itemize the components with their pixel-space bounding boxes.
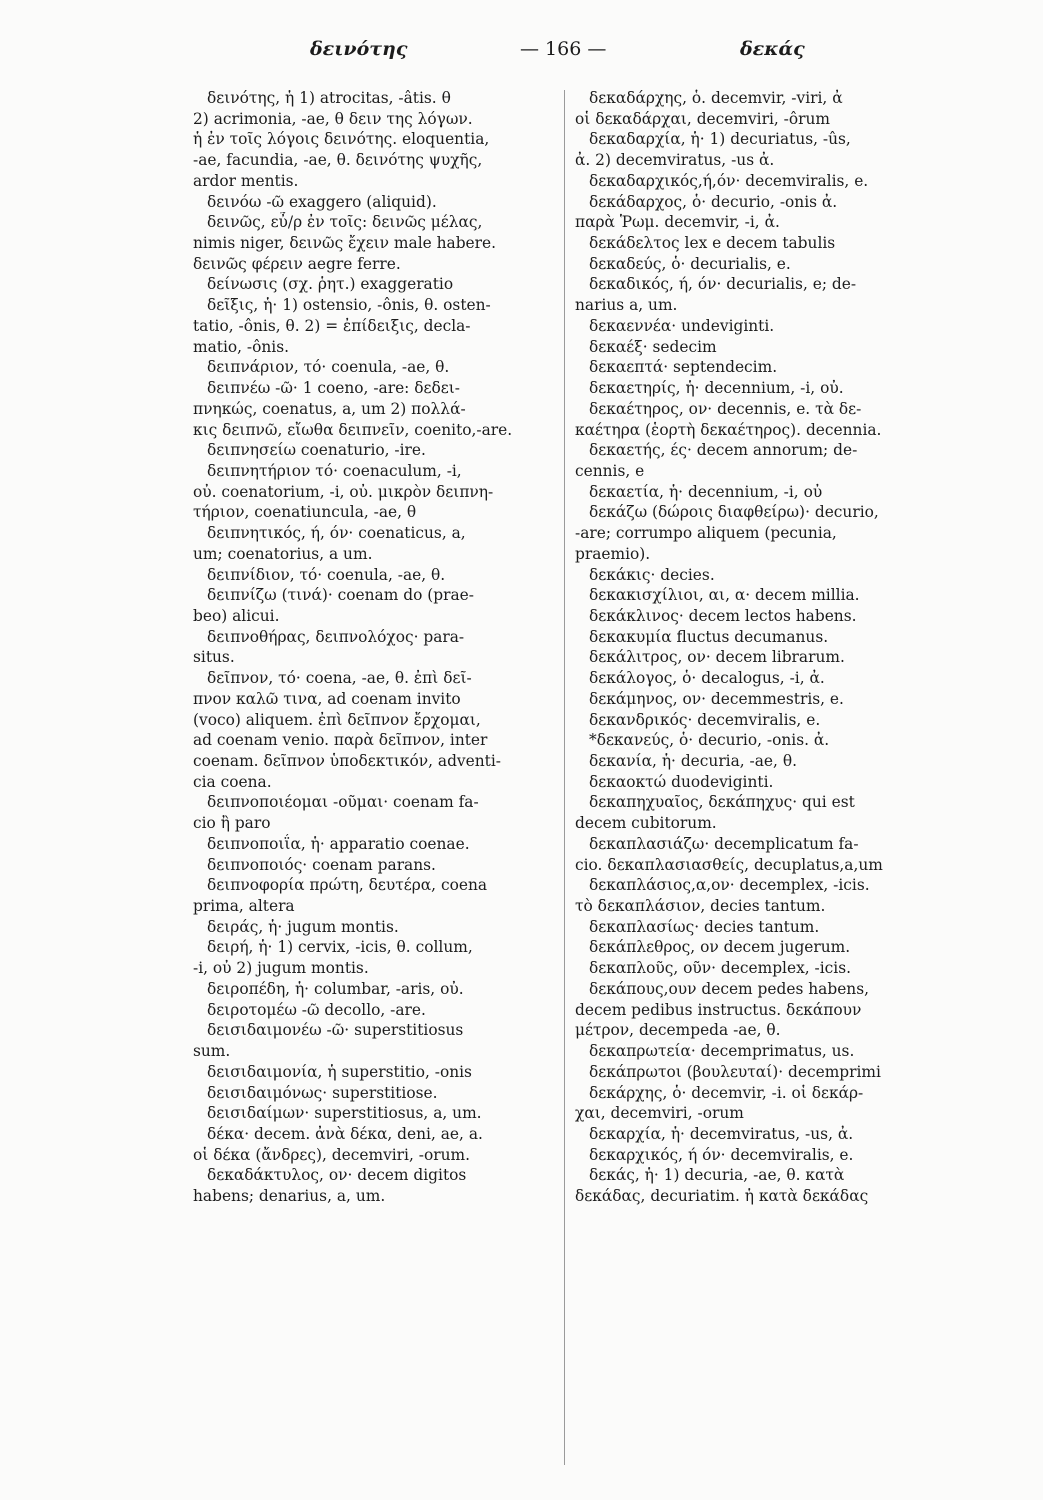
- dictionary-line: praemio).: [575, 544, 651, 563]
- dictionary-line: δεκαπλοῦς, οῦν· decemplex, -icis.: [589, 959, 851, 978]
- dictionary-line: δεκαπλάσιος,α,ον· decemplex, -icis.: [589, 876, 870, 895]
- dictionary-line: ἀ. 2) decemviratus, -us ἀ.: [575, 151, 775, 170]
- dictionary-line: δέκα· decem. ἀνὰ δέκα, deni, ae, a.: [207, 1124, 483, 1143]
- dictionary-line: χαι, decemviri, -orum: [575, 1104, 744, 1123]
- dictionary-line: οἱ δέκα (ἄνδρες), decemviri, -orum.: [193, 1145, 470, 1164]
- dictionary-line: δεισιδαιμόνως· superstitiose.: [207, 1083, 438, 1102]
- dictionary-line: tatio, -ônis, θ. 2) = ἐπίδειξις, declа-: [193, 316, 471, 335]
- dictionary-line: -ae, facundia, -ae, θ. δεινότης ψυχῆς,: [193, 151, 483, 170]
- dictionary-line: δειπνοφορία πρώτη, δευτέρα, coena: [207, 876, 488, 895]
- dictionary-line: δεκαεπτά· septendecim.: [589, 358, 778, 377]
- dictionary-line: δεκαπλασιάζω· decemplicatum fa-: [589, 834, 859, 853]
- dictionary-line: δειπνίδιον, τό· coenula, -ae, θ.: [207, 565, 446, 584]
- dictionary-line: δειροπέδη, ἡ· columbar, -aris, οὐ.: [207, 979, 464, 998]
- header-right-word: δεκάς: [740, 38, 805, 60]
- dictionary-line: cio ἢ paro: [193, 814, 271, 833]
- dictionary-line: δεκάζω (δώροις διαφθείρω)· decurio,: [589, 503, 879, 522]
- dictionary-line: δεκαετής, ές· decem annorum; de-: [589, 441, 858, 460]
- dictionary-line: um; coenatorius, a um.: [193, 544, 373, 563]
- dictionary-line: πνον καλῶ τινα, ad coenam invito: [193, 689, 461, 708]
- dictionary-line: κις δειπνῶ, εἴωθα δειπνεῖν, coenito,-are.: [193, 420, 513, 439]
- dictionary-line: δειροτομέω -ῶ decollo, -are.: [207, 1000, 426, 1019]
- dictionary-line: -i, οὐ 2) jugum montis.: [193, 959, 369, 978]
- dictionary-line: ἡ ἐν τοῖς λόγοις δεινότης. eloquentia,: [193, 130, 490, 149]
- dictionary-line: cennis, e: [575, 461, 645, 480]
- dictionary-line: μέτρον, decempeda -ae, θ.: [575, 1021, 781, 1040]
- dictionary-line: δεκαδαρχικός,ή,όν· decemviralis, e.: [589, 171, 869, 190]
- dictionary-line: δεκακισχίλιοι, αι, α· decem millia.: [589, 586, 860, 605]
- dictionary-line: δειπνοποιέομαι -οῦμαι· coenam fa-: [207, 793, 479, 812]
- dictionary-line: cia coena.: [193, 772, 272, 791]
- dictionary-line: δεκάλιτρος, ον· decem librarum.: [589, 648, 845, 667]
- dictionary-line: δεκαπλασίως· decies tantum.: [589, 917, 820, 936]
- dictionary-line: δεκαέτηρος, ον· decennis, e. τὰ δε-: [589, 399, 862, 418]
- dictionary-line: δεισιδαιμονία, ἡ superstitio, -onis: [207, 1062, 472, 1081]
- dictionary-line: δεκαετία, ἡ· decennium, -i, οὐ: [589, 482, 823, 501]
- dictionary-line: καέτηρα (ἑορτὴ δεκαέτηρος). decennia.: [575, 420, 882, 439]
- page-number: — 166 —: [520, 38, 607, 60]
- dictionary-line: δεκακυμία fluctus decumanus.: [589, 627, 829, 646]
- dictionary-line: δειπνοθήρας, δειπνολόχος· para-: [207, 627, 465, 646]
- dictionary-line: δείνωσις (σχ. ῥητ.) exaggeratio: [207, 275, 454, 294]
- dictionary-line: δειπνητικός, ή, όν· coenaticus, a,: [207, 524, 466, 543]
- dictionary-line: δεκάπλεθρος, ον decem jugerum.: [589, 938, 851, 957]
- dictionary-line: sum.: [193, 1042, 231, 1061]
- dictionary-line: δεκαδαρχία, ἡ· 1) decuriatus, -ûs,: [589, 130, 851, 149]
- right-column: [575, 88, 927, 1468]
- dictionary-line: δεινῶς, εὖ/ρ ἐν τοῖς: δεινῶς μέλας,: [207, 213, 483, 232]
- dictionary-line: δειπνίζω (τινά)· coenam do (prae-: [207, 586, 474, 605]
- dictionary-line: ad coenam venio. παρὰ δεῖπνον, inter: [193, 731, 488, 750]
- dictionary-line: δεισιδαιμονέω -ῶ· superstitiosus: [207, 1021, 464, 1040]
- dictionary-line: nimis niger, δεινῶς ἔχειν male habere.: [193, 234, 497, 253]
- dictionary-line: δειπνέω -ῶ· 1 coeno, -are: δεδει-: [207, 379, 460, 398]
- left-column: [193, 88, 545, 1468]
- dictionary-line: δειπνοποιΐα, ἡ· apparatio coenae.: [207, 834, 470, 853]
- dictionary-line: δεκάς, ἡ· 1) decuria, -ae, θ. κατὰ: [589, 1166, 845, 1185]
- dictionary-line: δεκαδικός, ή, όν· decurialis, e; de-: [589, 275, 857, 294]
- dictionary-line: (voco) aliquem. ἐπὶ δεῖπνον ἔρχομαι,: [193, 710, 481, 729]
- dictionary-line: beo) alicui.: [193, 606, 280, 625]
- dictionary-line: δεκαπρωτεία· decemprimatus, us.: [589, 1042, 855, 1061]
- dictionary-line: δεκάπους,ουν decem pedes habens,: [589, 979, 870, 998]
- dictionary-line: δεκαέξ· sedecim: [589, 337, 717, 356]
- dictionary-line: οὐ. coenatorium, -i, οὐ. μικρὸν δειπνη-: [193, 482, 494, 501]
- dictionary-line: δεῖξις, ἡ· 1) ostensio, -ônis, θ. osten-: [207, 296, 491, 315]
- dictionary-line: δεκαδάκτυλος, ον· decem digitos: [207, 1166, 467, 1185]
- dictionary-line: πνηκώς, coenatus, a, um 2) πολλά-: [193, 399, 466, 418]
- dictionary-line: δεκαρχία, ἡ· decemviratus, -us, ἀ.: [589, 1124, 854, 1143]
- dictionary-line: habens; denarius, a, um.: [193, 1187, 386, 1206]
- dictionary-line: δειπνητήριον τό· coenaculum, -i,: [207, 461, 462, 480]
- dictionary-line: οἱ δεκαδάρχαι, decemviri, -ôrum: [575, 109, 830, 128]
- dictionary-line: δεκανία, ἡ· decuria, -ae, θ.: [589, 752, 797, 770]
- dictionary-line: coenam. δεῖπνον ὑποδεκτικόν, adventi-: [193, 752, 501, 770]
- dictionary-line: narius a, um.: [575, 296, 678, 315]
- dictionary-line: δεκάρχης, ὁ· decemvir, -i. οἱ δεκάρ-: [589, 1083, 864, 1102]
- dictionary-line: δεκάπρωτοι (βουλευταί)· decemprimi: [589, 1062, 881, 1081]
- dictionary-line: δεκάδελτος lex e decem tabulis: [589, 234, 836, 253]
- dictionary-line: 2) acrimonia, -ae, θ δειν της λόγων.: [193, 109, 473, 128]
- dictionary-line: δειπνησείω coenaturio, -ire.: [207, 441, 426, 460]
- dictionary-line: τὸ δεκαπλάσιον, decies tantum.: [575, 897, 826, 916]
- dictionary-line: δειπνοποιός· coenam parans.: [207, 855, 436, 874]
- dictionary-line: -are; corrumpo aliquem (pecunia,: [575, 524, 837, 543]
- dictionary-line: ardor mentis.: [193, 171, 299, 190]
- dictionary-line: τήριον, coenatiuncula, -ae, θ: [193, 503, 417, 522]
- dictionary-line: δεκάκις· decies.: [589, 565, 715, 584]
- dictionary-line: δεκαρχικός, ή όν· decemviralis, e.: [589, 1145, 854, 1164]
- dictionary-line: δεκαδάρχης, ὁ. decemvir, -viri, ἀ: [589, 89, 843, 107]
- dictionary-line: δειρή, ἡ· 1) cervix, -icis, θ. collum,: [207, 938, 473, 957]
- dictionary-line: δεκανδρικός· decemviralis, e.: [589, 710, 821, 729]
- dictionary-line: δεκάμηνος, ον· decemmestris, e.: [589, 689, 844, 708]
- column-divider: [564, 90, 565, 1465]
- dictionary-line: situs.: [193, 648, 235, 667]
- running-header: [195, 38, 915, 66]
- dictionary-line: δεκαεννέα· undeviginti.: [589, 316, 775, 335]
- dictionary-line: δεκαοκτώ duodeviginti.: [589, 772, 774, 791]
- dictionary-line: *δεκανεύς, ὁ· decurio, -onis. ἀ.: [589, 731, 830, 750]
- dictionary-line: δεκαετηρίς, ἡ· decennium, -i, οὐ.: [589, 379, 844, 398]
- dictionary-line: δεκάλογος, ὁ· decalogus, -i, ἀ.: [589, 669, 825, 688]
- dictionary-line: δεινόω -ῶ exaggero (aliquid).: [207, 192, 437, 211]
- dictionary-line: παρὰ Ῥωμ. decemvir, -i, ἀ.: [575, 213, 780, 232]
- dictionary-line: δεινῶς φέρειν aegre ferre.: [193, 254, 401, 273]
- dictionary-line: matio, -ônis.: [193, 337, 290, 356]
- dictionary-line: δεκαπηχυαῖος, δεκάπηχυς· qui est: [589, 793, 855, 812]
- dictionary-line: δεῖπνον, τό· coena, -ae, θ. ἐπὶ δεῖ-: [207, 669, 472, 688]
- dictionary-line: δεκαδεύς, ὁ· decurialis, e.: [589, 254, 791, 273]
- dictionary-line: δεκάδας, decuriatim. ἡ κατὰ δεκάδας: [575, 1187, 869, 1206]
- dictionary-line: prima, altera: [193, 897, 295, 916]
- dictionary-line: decem cubitorum.: [575, 814, 717, 833]
- dictionary-line: δεινότης, ἡ 1) atrocitas, -âtis. θ: [207, 89, 451, 107]
- dictionary-line: δειπνάριον, τό· coenula, -ae, θ.: [207, 358, 450, 377]
- dictionary-line: δειράς, ἡ· jugum montis.: [207, 917, 399, 936]
- header-left-word: δεινότης: [310, 38, 408, 60]
- dictionary-line: δεκάκλινος· decem lectos habens.: [589, 606, 857, 625]
- dictionary-line: δεκάδαρχος, ὁ· decurio, -onis ἀ.: [589, 192, 838, 211]
- dictionary-line: cio. δεκαπλασιασθείς, decuplatus,a,um: [575, 855, 883, 874]
- dictionary-line: δεισιδαίμων· superstitiosus, a, um.: [207, 1104, 482, 1123]
- dictionary-line: decem pedibus instructus. δεκάπουν: [575, 1000, 862, 1019]
